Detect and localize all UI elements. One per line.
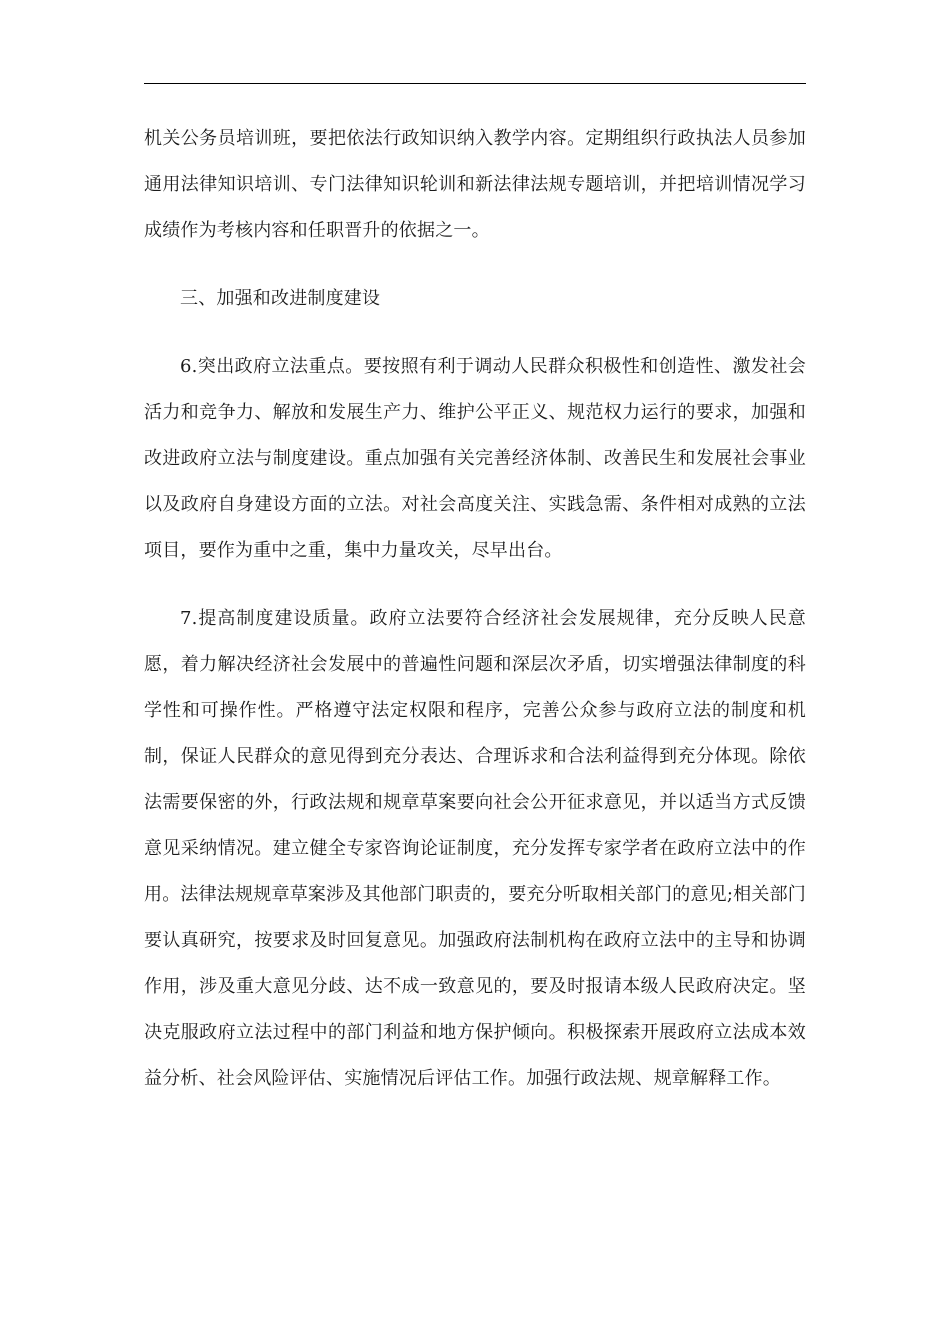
- paragraph-gap: [144, 254, 806, 276]
- section-heading: 三、加强和改进制度建设: [180, 288, 381, 309]
- paragraph-gap: [144, 574, 806, 596]
- document-body: [144, 116, 806, 1102]
- paragraph-training: 机关公务员培训班，要把依法行政知识纳入教学内容。定期组织行政执法人员参加通用法律知识培训、专门法律知识轮训和新法律法规专题培训，并把培训情况学习成绩作为考核内容和任职晋升的依据之一。: [144, 128, 806, 241]
- paragraph-item-7: 7.提高制度建设质量。政府立法要符合经济社会发展规律，充分反映人民意愿，着力解决经济社会发展中的普遍性问题和深层次矛盾，切实增强法律制度的科学性和可操作性。严格遵守法定权限和程序，完善公众参与政府立法的制度和机制，保证人民群众的意见得到充分表达、合理诉求和合法利益得到充分体现。除依法需要保密的外，行政法规和规章草案要向社会公开征求意见，并以适当方式反馈意见采纳情况。建立健全专家咨询论证制度，充分发挥专家学者在政府立法中的作用。法律法规规章草案涉及其他部门职责的，要充分听取相关部门的意见;相关部门要认真研究，按要求及时回复意见。加强政府法制机构在政府立法中的主导和协调作用，涉及重大意见分歧、达不成一致意见的，要及时报请本级人民政府决定。坚决克服政府立法过程中的部门利益和地方保护倾向。积极探索开展政府立法成本效益分析、社会风险评估、实施情况后评估工作。加强行政法规、规章解释工作。: [144, 608, 806, 1089]
- header-rule: [144, 83, 806, 84]
- paragraph-item-6: 6.突出政府立法重点。要按照有利于调动人民群众积极性和创造性、激发社会活力和竞争力、解放和发展生产力、维护公平正义、规范权力运行的要求，加强和改进政府立法与制度建设。重点加强有关完善经济体制、改善民生和发展社会事业以及政府自身建设方面的立法。对社会高度关注、实践急需、条件相对成熟的立法项目，要作为重中之重，集中力量攻关，尽早出台。: [144, 356, 806, 561]
- paragraph-gap: [144, 322, 806, 344]
